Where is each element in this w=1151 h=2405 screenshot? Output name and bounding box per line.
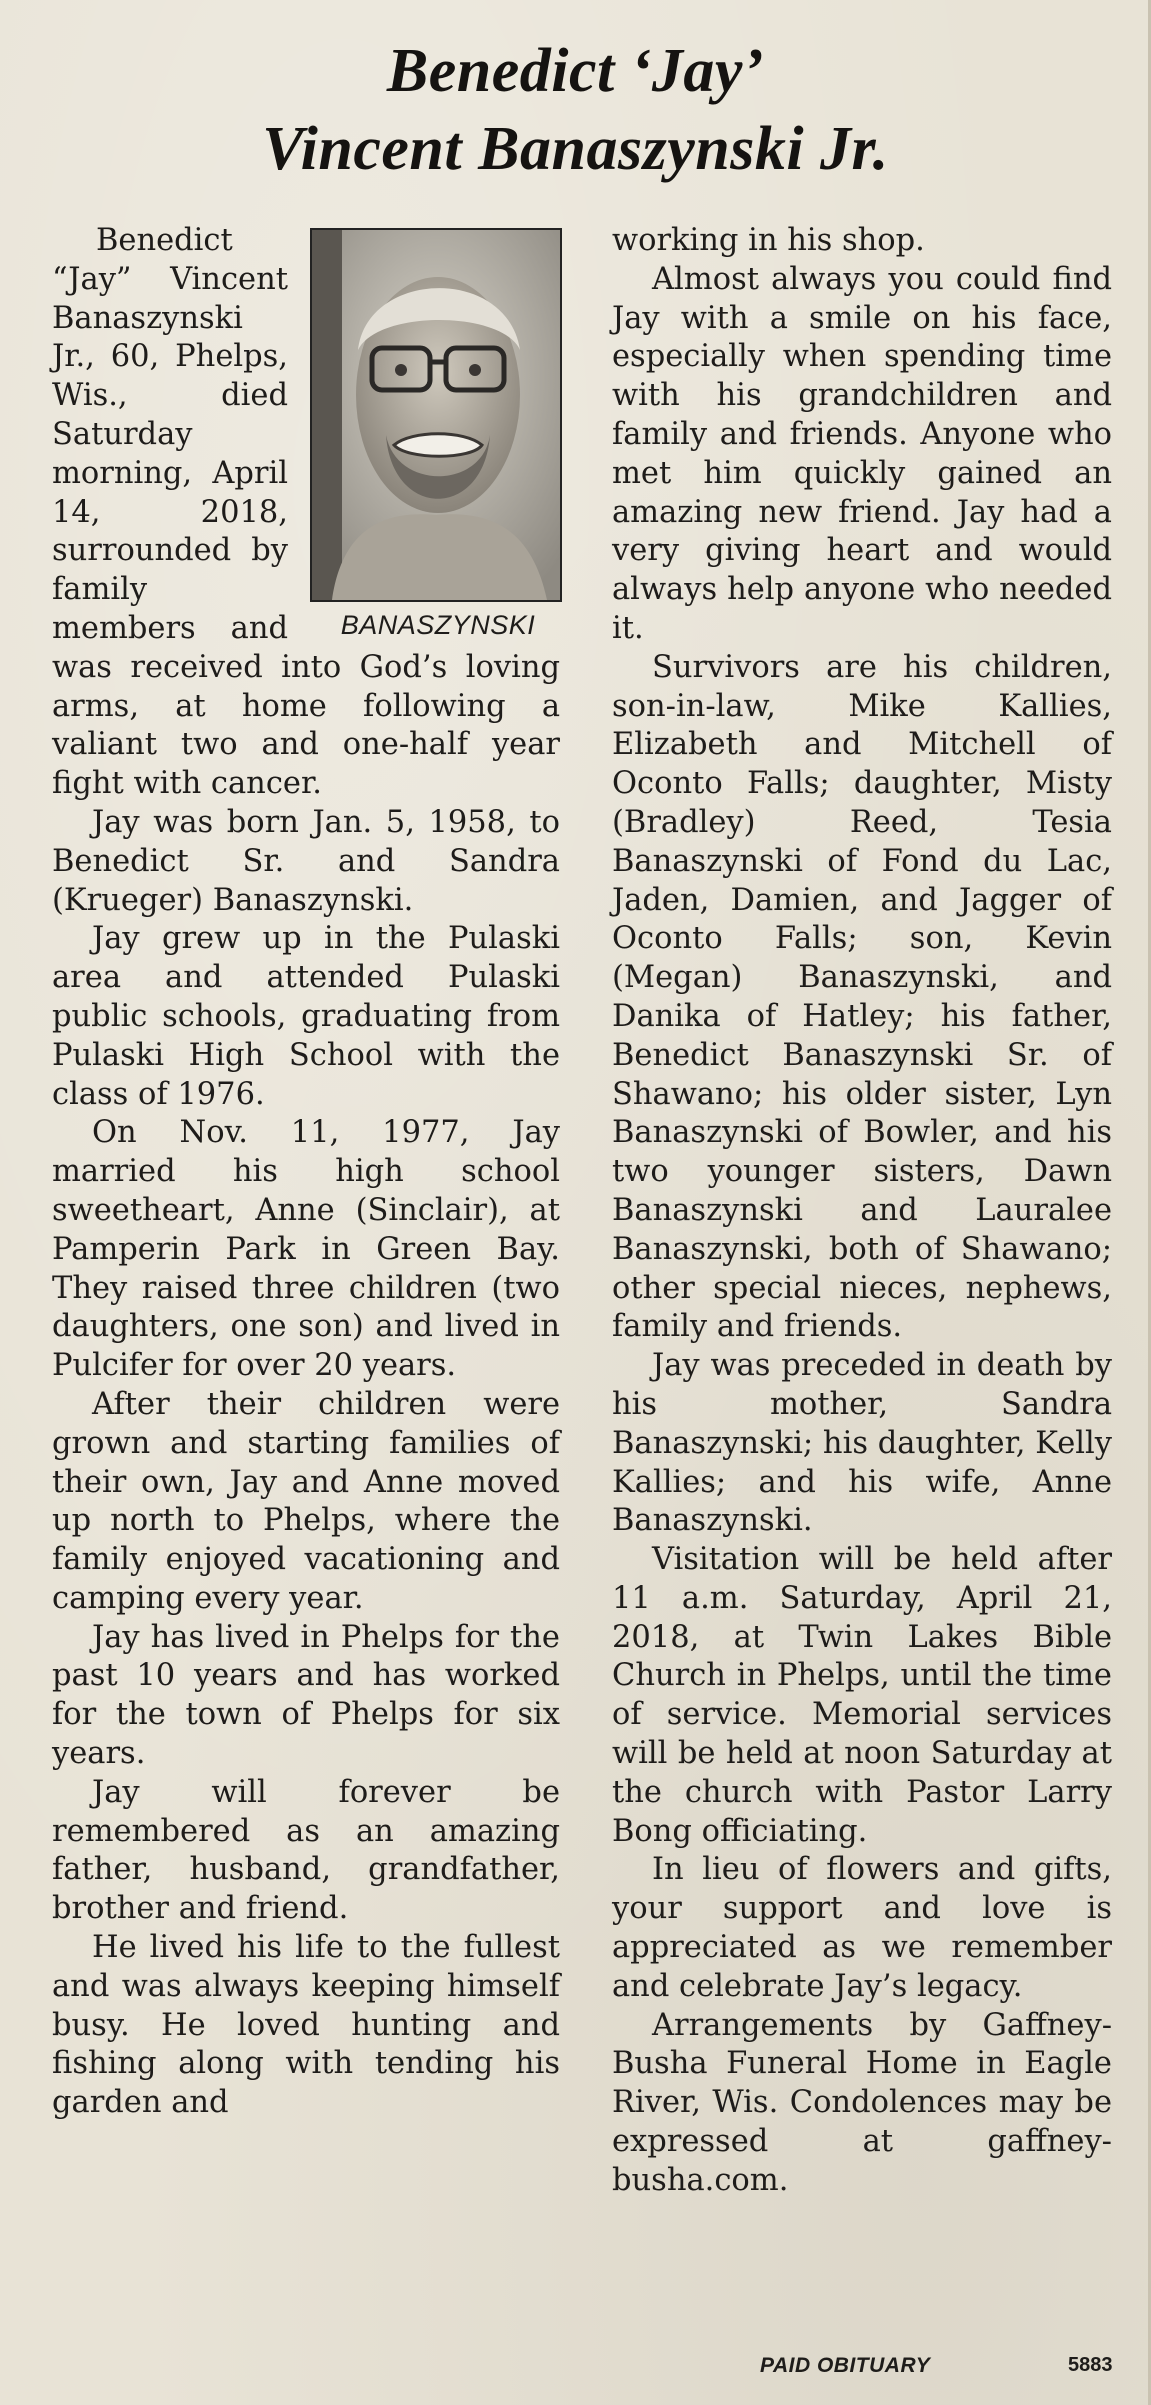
left-column (52, 222, 560, 2123)
title-line-2: Vincent Banaszynski Jr. (262, 115, 889, 183)
obituary-title (0, 32, 1151, 188)
paragraph-survivors: Survivors are his children, son-in-law, Mike Kallies, Elizabeth and Mitchell of Oconto Falls; daughter, Misty (Bradley) Reed, Tesia Banaszynski of Fond du Lac, Jaden, Damien, and Jagger of Oconto Falls; son, Kevin (Megan) Banaszynski, and Danika of Hatley; his father, Benedict Banaszynski Sr. of Shawano; his older sister, Lyn Banaszynski of Bowler, and his two younger sisters, Dawn Banaszynski and Lauralee Banaszynski, both of Shawano; other special nieces, nephews, family and friends. (612, 649, 1112, 1345)
paragraph-in-lieu: In lieu of flowers and gifts, your support and love is appreciated as we remember and celebrate Jay’s legacy. (612, 1852, 1112, 2004)
paragraph-marriage: On Nov. 11, 1977, Jay married his high school sweetheart, Anne (Sinclair), at Pamperin Park in Green Bay. They raised three children (two daughters, one son) and lived in Pulcifer for over 20 years. (52, 1115, 560, 1384)
paragraph-smile: Almost always you could find Jay with a smile on his face, especially when spending time with his grandchildren and family and friends. Anyone who met him quickly gained an amazing new friend. Jay had a very giving heart and would always help anyone who needed it. (612, 261, 1112, 646)
paragraph-childhood: Jay grew up in the Pulaski area and attended Pulaski public schools, graduating from Pulaski High School with the class of 1976. (52, 921, 560, 1112)
paragraph-remembered: Jay will forever be remembered as an amazing father, husband, grandfather, brother and friend. (52, 1774, 560, 1927)
paid-obituary-label: PAID OBITUARY (760, 2354, 931, 2377)
paragraph-visitation: Visitation will be held after 11 a.m. Saturday, April 21, 2018, at Twin Lakes Bible Church in Phelps, until the time of service. Memorial services will be held at noon Saturday at the church with Pastor Larry Bong officiating. (612, 1542, 1112, 1849)
paragraph-move-north: After their children were grown and starting families of their own, Jay and Anne moved up north to Phelps, where the family enjoyed vacationing and camping every year. (52, 1386, 560, 1616)
paragraph-work: Jay has lived in Phelps for the past 10 years and has worked for the town of Phelps for six years. (52, 1619, 560, 1772)
paragraph-arrangements: Arrangements by Gaffney-Busha Funeral Home in Eagle River, Wis. Condolences may be expressed at gaffney-busha.com. (612, 2007, 1112, 2198)
portrait-photo (310, 228, 562, 602)
portrait-caption: BANASZYNSKI (340, 610, 536, 640)
portrait-figure (302, 228, 560, 642)
right-column (612, 222, 1112, 2201)
paragraph-continued: working in his shop. (612, 223, 925, 258)
paragraph-intro: Benedict “Jay” Vincent Banaszynski Jr., 60, Phelps, Wis., died Saturday morning, April 14, 2018, surrounded by family members and was received into God’s loving arms, at home following a valiant two and one-half year fight with cancer. (52, 223, 560, 802)
paragraph-preceded: Jay was preceded in death by his mother, Sandra Banaszynski; his daughter, Kelly Kallies; and his wife, Anne Banaszynski. (612, 1348, 1112, 1539)
paragraph-birth: Jay was born Jan. 5, 1958, to Benedict Sr. and Sandra (Krueger) Banaszynski. (52, 804, 560, 918)
ad-code: 5883 (1068, 2354, 1113, 2376)
title-line-1: Benedict ‘Jay’ (386, 37, 765, 105)
paragraph-hobbies: He lived his life to the fullest and was always keeping himself busy. He loved hunting and fishing along with tending his garden and (52, 1930, 560, 2121)
portrait-image (312, 230, 560, 600)
